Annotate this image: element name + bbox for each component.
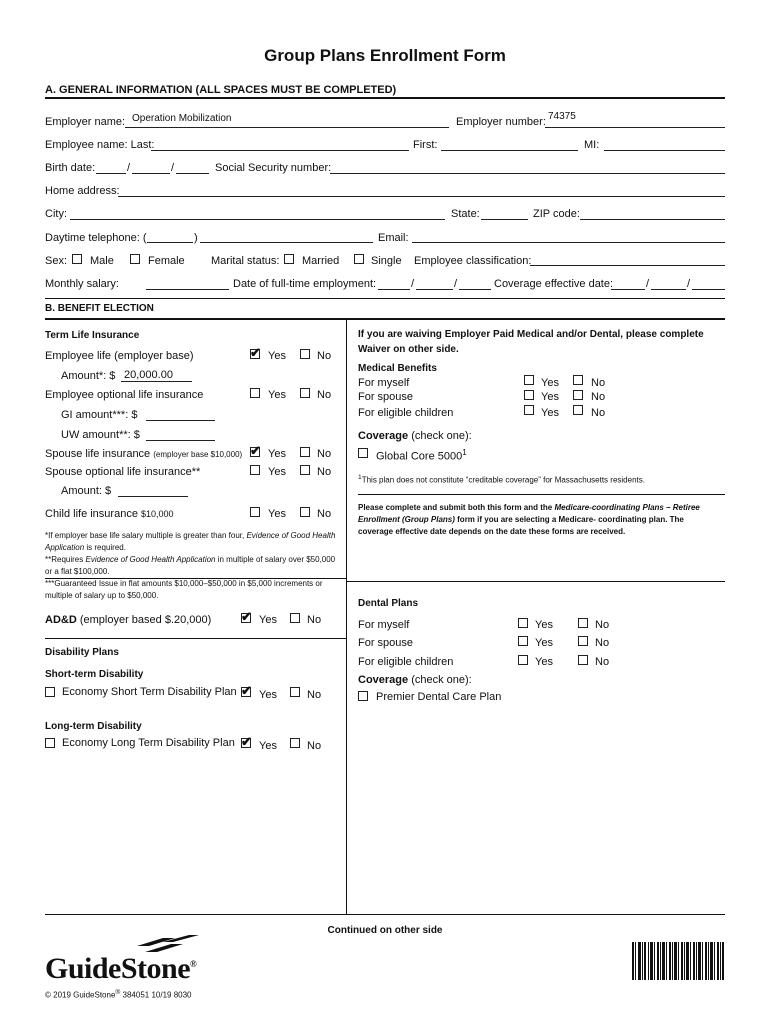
employee-life-no-checkbox[interactable] xyxy=(300,349,310,359)
yes-label: Yes xyxy=(541,407,559,419)
medical-coverage-row xyxy=(358,430,472,442)
mi-label: MI: xyxy=(584,139,600,151)
section-b-heading: B. BENEFIT ELECTION xyxy=(45,303,154,314)
premier-dental-checkbox[interactable] xyxy=(358,691,368,701)
yes-label: Yes xyxy=(268,448,286,460)
city-field[interactable] xyxy=(70,219,445,220)
footnote-2-part-c: in multiple of salary over $50,000 xyxy=(217,555,336,564)
footnote-2-part-a: **Requires xyxy=(45,555,84,564)
sex-label: Sex: xyxy=(45,255,68,267)
single-label: Single xyxy=(371,255,402,267)
footnote-3 xyxy=(45,578,340,602)
add-no-checkbox[interactable] xyxy=(290,613,300,623)
child-life-yes-checkbox[interactable] xyxy=(250,507,260,517)
disability-heading: Disability Plans xyxy=(45,647,119,658)
marital-status-label: Marital status: xyxy=(211,255,280,267)
monthly-salary-label: Monthly salary: xyxy=(45,278,119,290)
dental-spouse-yes-checkbox[interactable] xyxy=(518,636,528,646)
dental-coverage-note: (check one): xyxy=(411,674,472,686)
medicare-d: form if you are selecting a Medicare- xyxy=(457,515,596,524)
long-term-plan-label: Economy Long Term Disability Plan xyxy=(62,737,235,749)
medical-children-yes-checkbox[interactable] xyxy=(524,405,534,415)
yes-label: Yes xyxy=(535,619,553,631)
copyright-text: © 2019 GuideStone xyxy=(45,990,116,1000)
section-b-top-rule xyxy=(45,298,725,299)
state-field[interactable] xyxy=(481,219,528,220)
footnote-2-part-d: or a flat $100,000. xyxy=(45,567,110,576)
fulltime-day-field[interactable] xyxy=(416,289,453,290)
no-label: No xyxy=(595,619,610,631)
medicare-a: Please complete and submit both this form and the xyxy=(358,503,553,512)
fulltime-date-label: Date of full-time employment: xyxy=(233,278,377,290)
disability-separator xyxy=(45,638,346,639)
no-label: No xyxy=(595,637,610,649)
phone-field[interactable] xyxy=(200,242,373,243)
first-name-label: First: xyxy=(413,139,438,151)
dental-myself-no-checkbox[interactable] xyxy=(578,618,588,628)
barcode-icon xyxy=(632,942,724,980)
employee-life-yes-check-mark: ✔ xyxy=(250,345,261,360)
yes-label: Yes xyxy=(268,508,286,520)
medical-coverage-note: (check one): xyxy=(411,430,472,442)
child-life-no-checkbox[interactable] xyxy=(300,507,310,517)
spouse-amount-field[interactable] xyxy=(118,496,188,497)
dental-heading: Dental Plans xyxy=(358,598,419,609)
medical-footnote-rule xyxy=(358,494,725,495)
zip-label: ZIP code: xyxy=(533,208,580,220)
dental-children-label: For eligible children xyxy=(358,656,454,668)
birth-slash-2: / xyxy=(171,162,175,174)
fulltime-year-field[interactable] xyxy=(459,289,491,290)
child-life-label xyxy=(45,508,174,520)
daytime-phone-label: Daytime telephone: ( xyxy=(45,232,147,244)
page-title: Group Plans Enrollment Form xyxy=(264,46,506,65)
guidestone-logo xyxy=(45,952,196,986)
add-label-row xyxy=(45,614,211,626)
male-label: Male xyxy=(90,255,114,267)
no-label: No xyxy=(591,391,606,403)
global-core-row xyxy=(376,448,467,463)
global-core-checkbox[interactable] xyxy=(358,448,368,458)
term-life-footnotes xyxy=(45,530,340,602)
form-code: 384051 10/19 8030 xyxy=(122,990,192,1000)
footnote-3-part-b: of salary up to $50,000. xyxy=(74,591,159,600)
short-term-plan-label: Economy Short Term Disability Plan xyxy=(62,686,237,698)
medical-footnote-text: This plan does not constitute “creditable coverage” for Massachusetts residents. xyxy=(361,475,645,485)
footnote-1-part-b: Evidence of Good Health xyxy=(246,531,336,540)
fulltime-slash-2: / xyxy=(454,278,458,290)
no-label: No xyxy=(317,466,332,478)
continued-on-other-side: Continued on other side xyxy=(327,925,443,936)
employer-name-label: Employer name: xyxy=(45,116,126,128)
right-column-separator xyxy=(346,581,725,582)
female-checkbox[interactable] xyxy=(130,254,140,264)
birth-year-field[interactable] xyxy=(176,173,209,174)
married-label: Married xyxy=(302,255,340,267)
mi-field[interactable] xyxy=(604,150,725,151)
amount-value: 20,000.00 xyxy=(124,369,173,381)
medical-myself-label: For myself xyxy=(358,377,410,389)
dental-myself-label: For myself xyxy=(358,619,410,631)
employer-name-field[interactable] xyxy=(125,127,449,128)
coverage-year-field[interactable] xyxy=(692,289,725,290)
uw-amount-label: UW amount**: $ xyxy=(61,429,140,441)
yes-label: Yes xyxy=(259,740,277,752)
email-field[interactable] xyxy=(412,242,725,243)
fulltime-slash-1: / xyxy=(411,278,415,290)
no-label: No xyxy=(307,689,322,701)
long-term-yes-check-mark: ✔ xyxy=(241,734,252,749)
zip-field[interactable] xyxy=(580,219,725,220)
yes-label: Yes xyxy=(259,689,277,701)
birth-day-field[interactable] xyxy=(132,173,170,174)
medical-spouse-yes-checkbox[interactable] xyxy=(524,390,534,400)
footnote-1-part-d: is required. xyxy=(86,543,126,552)
spouse-optional-label: Spouse optional life insurance** xyxy=(45,466,201,478)
optional-life-no-checkbox[interactable] xyxy=(300,388,310,398)
fulltime-month-field[interactable] xyxy=(378,289,410,290)
medical-footnote xyxy=(358,474,645,485)
no-label: No xyxy=(317,350,332,362)
medicare-e: coordinating plan. The coverage effective date depends on the date these forms xyxy=(358,515,684,536)
amount-label: Amount*: $ xyxy=(61,370,116,382)
married-checkbox[interactable] xyxy=(284,254,294,264)
state-label: State: xyxy=(451,208,480,220)
footnote-1-part-c: Application xyxy=(45,543,85,552)
coverage-day-field[interactable] xyxy=(651,289,686,290)
home-address-label: Home address: xyxy=(45,185,120,197)
ssn-field[interactable] xyxy=(330,173,725,174)
classification-label: Employee classification: xyxy=(414,255,532,267)
spouse-life-no-checkbox[interactable] xyxy=(300,447,310,457)
dental-spouse-no-checkbox[interactable] xyxy=(578,636,588,646)
employer-number-field[interactable] xyxy=(545,127,725,128)
long-term-heading: Long-term Disability xyxy=(45,721,142,732)
optional-life-yes-checkbox[interactable] xyxy=(250,388,260,398)
medical-spouse-label: For spouse xyxy=(358,391,414,403)
ssn-label: Social Security number: xyxy=(215,162,332,174)
dental-myself-yes-checkbox[interactable] xyxy=(518,618,528,628)
birth-month-field[interactable] xyxy=(96,173,126,174)
footer-rule xyxy=(45,914,725,915)
yes-label: Yes xyxy=(541,377,559,389)
waive-line-1: If you are waiving Employer Paid Medical and/or Dental, please complete xyxy=(358,329,704,340)
yes-label: Yes xyxy=(535,656,553,668)
global-core-label: Global Core 5000 xyxy=(376,450,463,463)
female-label: Female xyxy=(148,255,185,267)
yes-label: Yes xyxy=(268,389,286,401)
spouse-amount-label: Amount: $ xyxy=(61,485,112,497)
yes-label: Yes xyxy=(535,637,553,649)
birth-date-label: Birth date: xyxy=(45,162,96,174)
no-label: No xyxy=(317,389,332,401)
add-note: (employer based $.20,000) xyxy=(79,614,212,626)
child-life-note: $10,000 xyxy=(141,509,174,519)
dental-children-no-checkbox[interactable] xyxy=(578,655,588,665)
footnote-3-part-a: ***Guaranteed Issue in flat amounts $10,000–$50,000 in $5,000 increments or multiple xyxy=(45,579,323,600)
single-checkbox[interactable] xyxy=(354,254,364,264)
employer-number-label: Employer number: xyxy=(456,116,546,128)
spouse-life-text: Spouse life insurance xyxy=(45,448,151,460)
medicare-note xyxy=(358,502,718,538)
section-a-rule xyxy=(45,97,725,99)
medicare-b: Medicare-coordinating xyxy=(554,503,641,512)
logo-text: GuideStone xyxy=(45,952,191,985)
email-label: Email: xyxy=(378,232,409,244)
spouse-life-yes-check-mark: ✔ xyxy=(250,443,261,458)
amount-field[interactable] xyxy=(121,381,192,382)
classification-field[interactable] xyxy=(530,265,725,266)
long-term-no-checkbox[interactable] xyxy=(290,738,300,748)
birth-slash-1: / xyxy=(127,162,131,174)
short-term-no-checkbox[interactable] xyxy=(290,687,300,697)
spouse-optional-yes-checkbox[interactable] xyxy=(250,465,260,475)
no-label: No xyxy=(595,656,610,668)
last-name-field[interactable] xyxy=(151,150,409,151)
yes-label: Yes xyxy=(268,350,286,362)
footnote-1-part-a: *If employer base life salary multiple is greater than four, xyxy=(45,531,245,540)
yes-label: Yes xyxy=(268,466,286,478)
first-name-field[interactable] xyxy=(441,150,578,151)
medical-coverage-label: Coverage xyxy=(358,430,409,442)
copyright-line xyxy=(45,989,192,1000)
copyright-reg: ® xyxy=(115,989,121,996)
no-label: No xyxy=(591,407,606,419)
medical-spouse-no-checkbox[interactable] xyxy=(573,390,583,400)
medicare-c: Plans – Retiree Enrollment (Group Plans) xyxy=(358,503,700,524)
employer-name-value: Operation Mobilization xyxy=(132,113,232,124)
gi-amount-label: GI amount***: $ xyxy=(61,409,138,421)
dental-coverage-row xyxy=(358,674,472,686)
short-term-heading: Short-term Disability xyxy=(45,669,144,680)
employer-number-value: 74375 xyxy=(548,111,576,122)
coverage-slash-1: / xyxy=(646,278,650,290)
add-yes-check-mark: ✔ xyxy=(241,609,252,624)
employee-life-label: Employee life (employer base) xyxy=(45,350,194,362)
coverage-date-label: Coverage effective date: xyxy=(494,278,614,290)
footnote-2-part-b: Evidence of Good Health Application xyxy=(85,555,216,564)
child-life-text: Child life insurance xyxy=(45,508,138,520)
no-label: No xyxy=(307,614,322,626)
term-life-heading: Term Life Insurance xyxy=(45,330,140,341)
spouse-life-note: (employer base $10,000) xyxy=(153,450,243,459)
section-b-rule xyxy=(45,318,725,320)
medical-children-no-checkbox[interactable] xyxy=(573,405,583,415)
column-divider xyxy=(346,320,347,914)
employee-last-label: Employee name: Last: xyxy=(45,139,155,151)
yes-label: Yes xyxy=(259,614,277,626)
yes-label: Yes xyxy=(541,391,559,403)
long-term-plan-checkbox[interactable] xyxy=(45,738,55,748)
male-checkbox[interactable] xyxy=(72,254,82,264)
medical-children-label: For eligible children xyxy=(358,407,454,419)
no-label: No xyxy=(317,448,332,460)
dental-coverage-label: Coverage xyxy=(358,674,409,686)
no-label: No xyxy=(307,740,322,752)
short-term-yes-check-mark: ✔ xyxy=(241,683,252,698)
spouse-life-label xyxy=(45,448,242,460)
monthly-salary-field[interactable] xyxy=(146,289,229,290)
footnote-1 xyxy=(45,530,340,554)
optional-life-label: Employee optional life insurance xyxy=(45,389,204,401)
area-code-field[interactable] xyxy=(147,242,193,243)
short-term-plan-checkbox[interactable] xyxy=(45,687,55,697)
section-a-heading: A. GENERAL INFORMATION (ALL SPACES MUST BE COMPLETED) xyxy=(45,84,397,96)
logo-reg: ® xyxy=(190,959,197,969)
dental-children-yes-checkbox[interactable] xyxy=(518,655,528,665)
coverage-slash-2: / xyxy=(687,278,691,290)
medical-benefits-heading: Medical Benefits xyxy=(358,363,437,374)
waive-line-2: Waiver on other side. xyxy=(358,344,459,355)
dental-spouse-label: For spouse xyxy=(358,637,414,649)
uw-amount-field[interactable] xyxy=(146,440,215,441)
gi-amount-field[interactable] xyxy=(146,420,215,421)
medicare-f: are received. xyxy=(576,527,626,536)
home-address-field[interactable] xyxy=(118,196,725,197)
medical-myself-no-checkbox[interactable] xyxy=(573,375,583,385)
premier-dental-label: Premier Dental Care Plan xyxy=(376,691,502,703)
global-core-sup: 1 xyxy=(462,448,467,457)
no-label: No xyxy=(591,377,606,389)
city-label: City: xyxy=(45,208,67,220)
paren-close: ) xyxy=(194,232,198,244)
no-label: No xyxy=(317,508,332,520)
medical-footnote-sup: 1 xyxy=(358,474,362,481)
spouse-optional-no-checkbox[interactable] xyxy=(300,465,310,475)
medical-myself-yes-checkbox[interactable] xyxy=(524,375,534,385)
add-label: AD&D xyxy=(45,614,77,626)
footnote-2 xyxy=(45,554,340,578)
coverage-month-field[interactable] xyxy=(611,289,645,290)
